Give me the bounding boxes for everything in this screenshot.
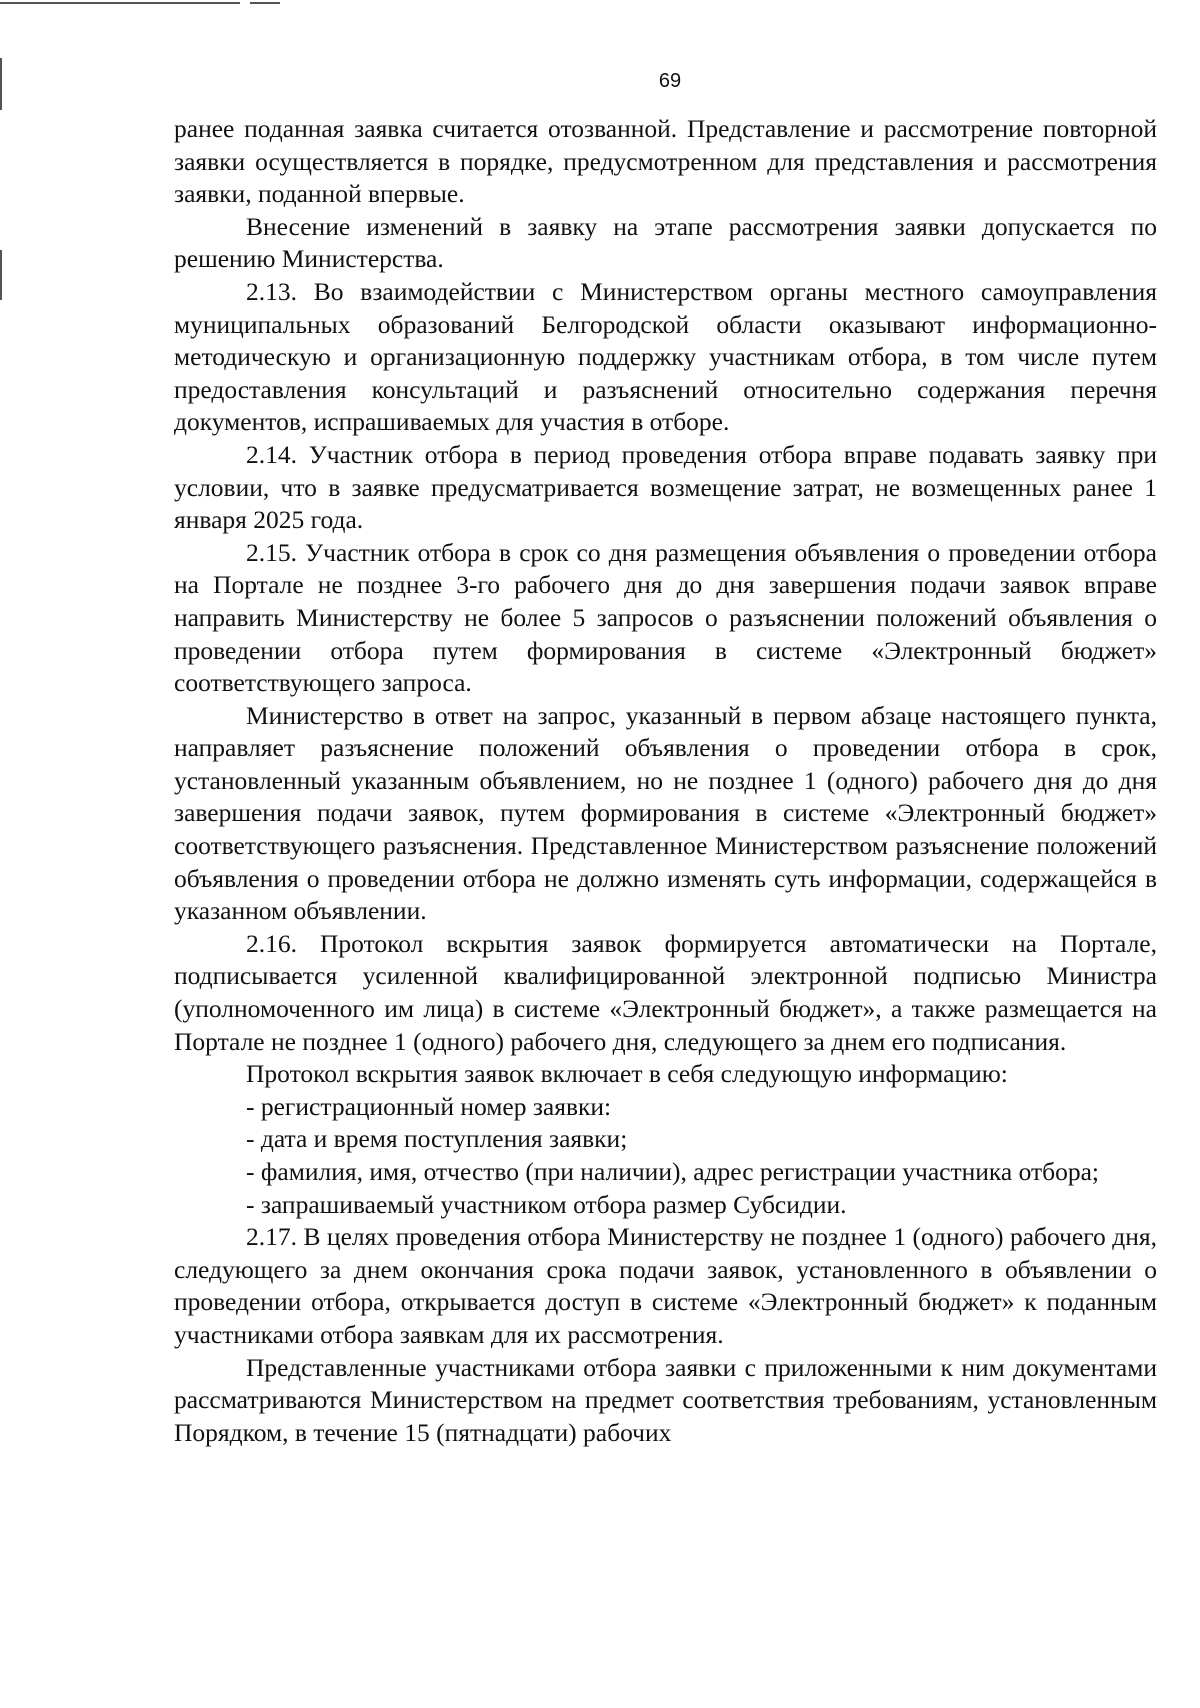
paragraph: 2.14. Участник отбора в период проведения отбора вправе подавать заявку при условии, что в заявке предусматривается возмещение затрат, не возмещенных ранее 1 января 2025 года.: [174, 439, 1157, 535]
paragraph: Протокол вскрытия заявок включает в себя следующую информацию:: [246, 1059, 1008, 1089]
paragraph: Внесение изменений в заявку на этапе рассмотрения заявки допускается по решению Министерства.: [174, 211, 1157, 274]
paragraph: Представленные участниками отбора заявки с приложенными к ним документами рассматриваются Министерством на предмет соответствия требованиям, установленным Порядком, в течение 15 (пятнадцати) рабочих: [174, 1352, 1157, 1447]
paragraph: - фамилия, имя, отчество (при наличии), адрес регистрации участника отбора;: [246, 1157, 1100, 1186]
paragraph: - запрашиваемый участником отбора размер Субсидии.: [246, 1189, 847, 1219]
page-number: 69: [658, 70, 682, 92]
paragraph: 2.17. В целях проведения отбора Министерству не позднее 1 (одного) рабочего дня, следующего за днем окончания срока подачи заявок, установленного в объявлении о проведении отбора, открывается доступ в системе «Электронный бюджет» к поданным участниками отбора заявкам для их рассмотрения.: [174, 1222, 1157, 1349]
document-body: [174, 113, 1157, 1449]
paragraph: ранее поданная заявка считается отозванной. Представление и рассмотрение повторной заявки осуществляется в порядке, предусмотренном для представления и рассмотрения заявки, поданной впервые.: [174, 114, 1157, 209]
paragraph: 2.16. Протокол вскрытия заявок формируется автоматически на Портале, подписывается усиленной квалифицированной электронной подписью Министра (уполномоченного им лица) в системе «Электронный бюджет», а также размещается на Портале не позднее 1 (одного) рабочего дня, следующего за днем его подписания.: [174, 928, 1157, 1056]
paragraph: 2.15. Участник отбора в срок со дня размещения объявления о проведении отбора на Портале не позднее 3-го рабочего дня до дня завершения подачи заявок вправе направить Министерству не более 5 запросов о разъяснении положений объявления о проведении отбора путем формирования в системе «Электронный бюджет» соответствующего запроса.: [174, 537, 1157, 698]
paragraph: - регистрационный номер заявки:: [246, 1091, 612, 1121]
scan-margin-mark: [0, 250, 2, 300]
paragraph: - дата и время поступления заявки;: [246, 1124, 628, 1154]
paragraph: Министерство в ответ на запрос, указанный в первом абзаце настоящего пункта, направляет разъяснение положений объявления о проведении отбора в срок, установленный указанным объявлением, но не позднее 1 (одного) рабочего дня до дня завершения подачи заявок, путем формирования в системе «Электронный бюджет» соответствующего разъяснения. Представленное Министерством разъяснение положений объявления о проведении отбора не должно изменять суть информации, содержащейся в указанном объявлении.: [174, 700, 1157, 926]
paragraph: 2.13. Во взаимодействии с Министерством органы местного самоуправления муниципальных образований Белгородской области оказывают информационно-методическую и организационную поддержку участникам отбора, в том числе путем предоставления консультаций и разъяснений относительно содержания перечня документов, испрашиваемых для участия в отборе.: [174, 276, 1157, 437]
scan-edge-line: [0, 2, 240, 4]
scan-edge-line: [250, 2, 280, 4]
